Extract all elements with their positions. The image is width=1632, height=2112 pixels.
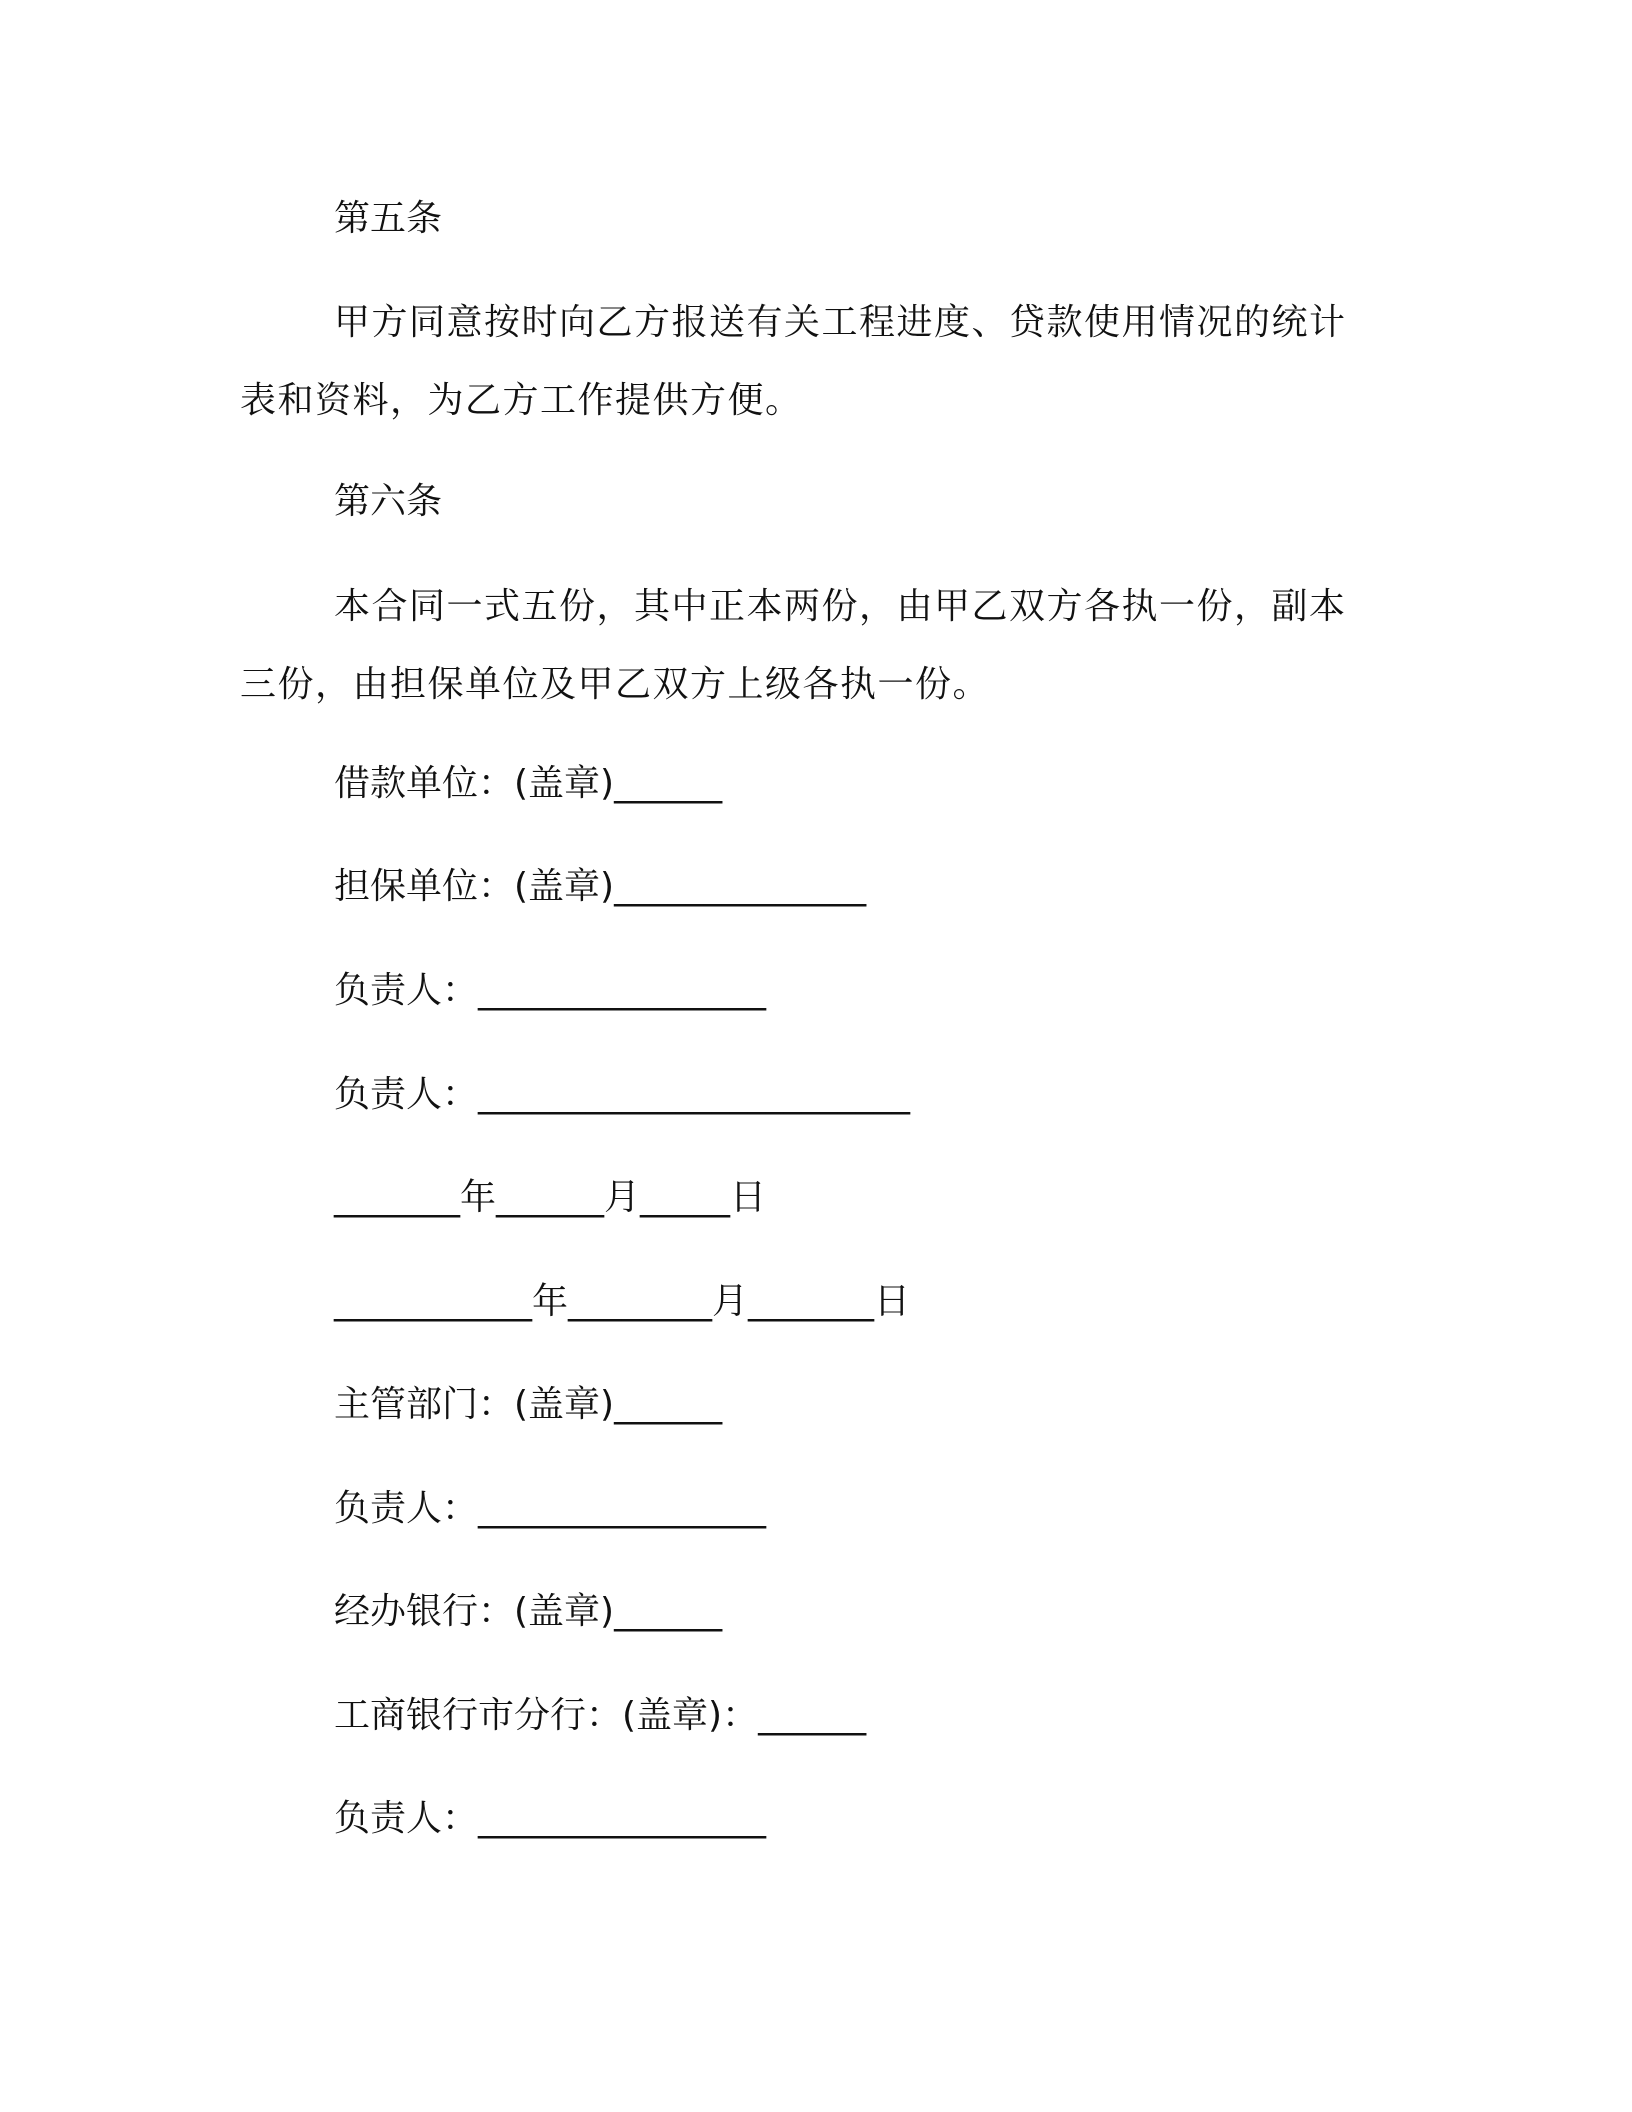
responsible-person-line-4: 负责人：________________ — [334, 1798, 767, 1839]
article-5-text: 甲方同意按时向乙方报送有关工程进度、贷款使用情况的统计表和资料，为乙方工作提供方便。 — [240, 302, 1347, 421]
supervisor-signature-line: 主管部门：(盖章)______ — [334, 1384, 723, 1425]
responsible-person-line-3: 负责人：________________ — [334, 1488, 767, 1529]
responsible-person-line-2: 负责人：________________________ — [334, 1074, 911, 1115]
guarantor-signature-line: 担保单位：(盖章)______________ — [334, 866, 867, 907]
borrower-signature-line: 借款单位：(盖章)______ — [334, 763, 723, 804]
icbc-branch-signature-line: 工商银行市分行：(盖章)：______ — [334, 1695, 867, 1736]
article-6-heading: 第六条 — [334, 481, 443, 522]
article-5-heading: 第五条 — [334, 198, 443, 239]
responsible-person-line-1: 负责人：________________ — [334, 970, 767, 1011]
handling-bank-signature-line: 经办银行：(盖章)______ — [334, 1591, 723, 1632]
date-line-1: _______年______月_____日 — [334, 1177, 766, 1218]
article-6-text: 本合同一式五份，其中正本两份，由甲乙双方各执一份，副本三份，由担保单位及甲乙双方上级各执一份。 — [240, 586, 1347, 705]
date-line-2: ___________年________月_______日 — [334, 1281, 910, 1322]
